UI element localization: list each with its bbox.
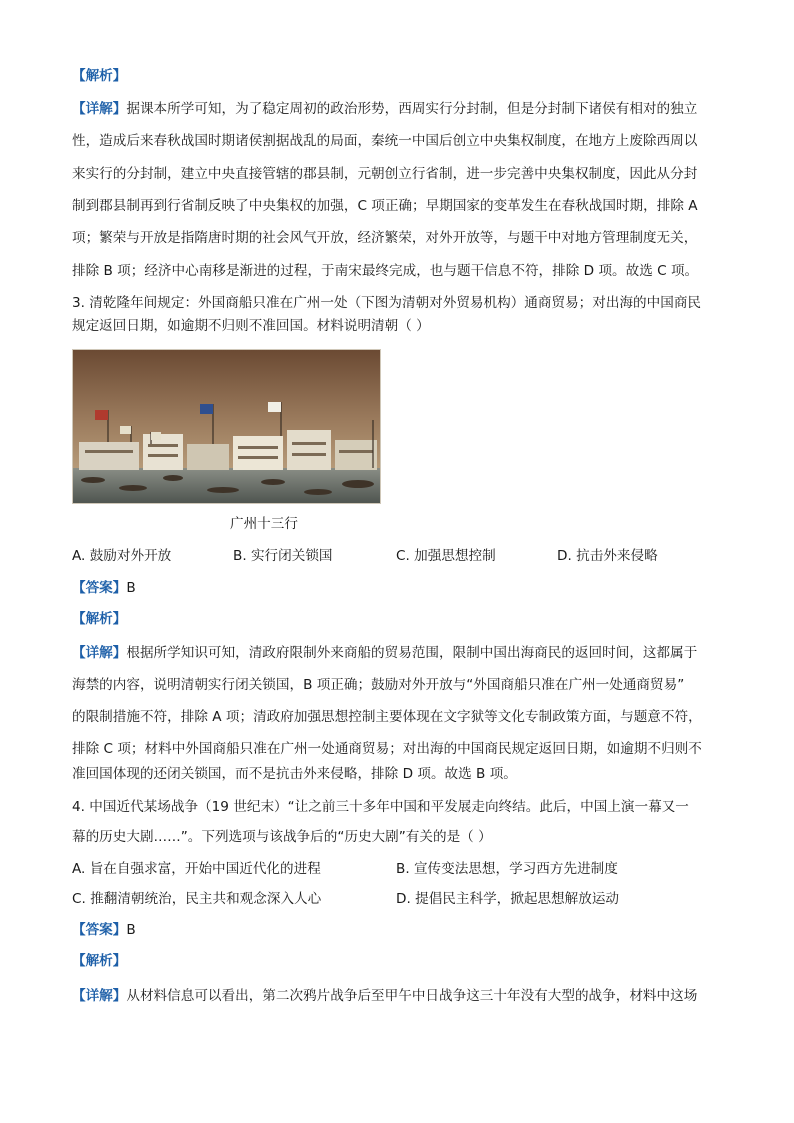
answer-value: B — [126, 922, 136, 938]
text-line — [72, 764, 722, 784]
answer-value: B — [126, 580, 136, 596]
q4-option-c: C. 推翻清朝统治，民主共和观念深入人心 — [72, 891, 322, 907]
text-line — [72, 609, 722, 629]
q3-option-d: D. 抗击外来侵略 — [557, 548, 658, 564]
text-line — [72, 643, 722, 663]
line-text: 从材料信息可以看出，第二次鸦片战争后至甲午中日战争这三十年没有大型的战争，材料中这场 — [126, 988, 698, 1004]
line-text: 海禁的内容，说明清朝实行闭关锁国，B 项正确；鼓励对外开放与“外国商船只准在广州一处通商贸易” — [72, 677, 685, 693]
line-text: 性，造成后来春秋战国时期诸侯割据战乱的局面，秦统一中国后创立中央集权制度，在地方上废除西周以 — [72, 133, 698, 149]
line-text: 排除 B 项；经济中心南移是渐进的过程，于南宋最终完成，也与题干信息不符，排除 D 项。故选 C 项。 — [72, 263, 699, 279]
section-tag: 【答案】 — [72, 580, 127, 596]
q3-option-c: C. 加强思想控制 — [396, 548, 496, 564]
text-line — [72, 99, 722, 119]
q3-option-b: B. 实行闭关锁国 — [233, 548, 333, 564]
line-text: 排除 C 项；材料中外国商船只准在广州一处通商贸易；对出海的中国商民规定返回日期，如逾期不归则不 — [72, 741, 702, 757]
text-line — [72, 707, 722, 727]
question-3-stem — [72, 316, 722, 336]
section-tag: 【详解】 — [72, 101, 127, 117]
section-tag: 【详解】 — [72, 645, 127, 661]
q4-option-a: A. 旨在自强求富，开始中国近代化的进程 — [72, 861, 321, 877]
line-text: 来实行的分封制，建立中央直接管辖的郡县制，元朝创立行省制，进一步完善中央集权制度，因此从分封 — [72, 166, 698, 182]
canton-thirteen-factories-painting — [72, 349, 381, 504]
text-line — [72, 675, 722, 695]
text-line — [72, 196, 722, 216]
line-text: 3. 清乾隆年间规定：外国商船只准在广州一处（下图为清朝对外贸易机构）通商贸易；对出海的中国商民 — [72, 295, 702, 311]
question-3-stem — [72, 293, 722, 313]
line-text: 4. 中国近代某场战争（19 世纪末）“让之前三十多年中国和平发展走向终结。此后，中国上演一幕又一 — [72, 799, 689, 815]
line-text: 制到郡县制再到行省制反映了中央集权的加强，C 项正确；早期国家的变革发生在春秋战国时期，排除 A — [72, 198, 698, 214]
text-line — [72, 164, 722, 184]
line-text: 规定返回日期，如逾期不归则不准回国。材料说明清朝（ ） — [72, 318, 430, 334]
text-line — [72, 261, 722, 281]
text-line — [72, 951, 722, 971]
line-text: 的限制措施不符，排除 A 项；清政府加强思想控制主要体现在文字狱等文化专制政策方面，与题意不符， — [72, 709, 702, 725]
question-4-stem — [72, 797, 722, 817]
line-text: 准回国体现的还闭关锁国，而不是抗击外来侵略，排除 D 项。故选 B 项。 — [72, 766, 517, 782]
text-line — [72, 131, 722, 151]
section-tag: 【详解】 — [72, 988, 127, 1004]
line-text: 据课本所学可知，为了稳定周初的政治形势，西周实行分封制，但是分封制下诸侯有相对的独立 — [126, 101, 698, 117]
line-text: 根据所学知识可知，清政府限制外来商船的贸易范围，限制中国出海商民的返回时间，这都属于 — [126, 645, 698, 661]
answer-line — [72, 920, 722, 940]
text-line — [72, 739, 722, 759]
line-text: 项；繁荣与开放是指隋唐时期的社会风气开放，经济繁荣，对外开放等，与题干中对地方管理制度无关， — [72, 230, 698, 246]
answer-line — [72, 578, 722, 598]
text-line — [72, 228, 722, 248]
section-tag: 【答案】 — [72, 922, 127, 938]
text-line — [72, 66, 722, 86]
text-line — [72, 986, 722, 1006]
q4-option-d: D. 提倡民主科学，掀起思想解放运动 — [396, 891, 620, 907]
section-tag: 【解析】 — [72, 953, 127, 969]
q3-option-a: A. 鼓励对外开放 — [72, 548, 172, 564]
question-4-stem — [72, 827, 722, 847]
section-tag: 【解析】 — [72, 68, 127, 84]
painting-image — [73, 350, 380, 503]
q4-option-b: B. 宣传变法思想，学习西方先进制度 — [396, 861, 618, 877]
figure-caption: 广州十三行 — [230, 516, 298, 532]
section-tag: 【解析】 — [72, 611, 127, 627]
line-text: 幕的历史大剧……”。下列选项与该战争后的“历史大剧”有关的是（ ） — [72, 829, 492, 845]
